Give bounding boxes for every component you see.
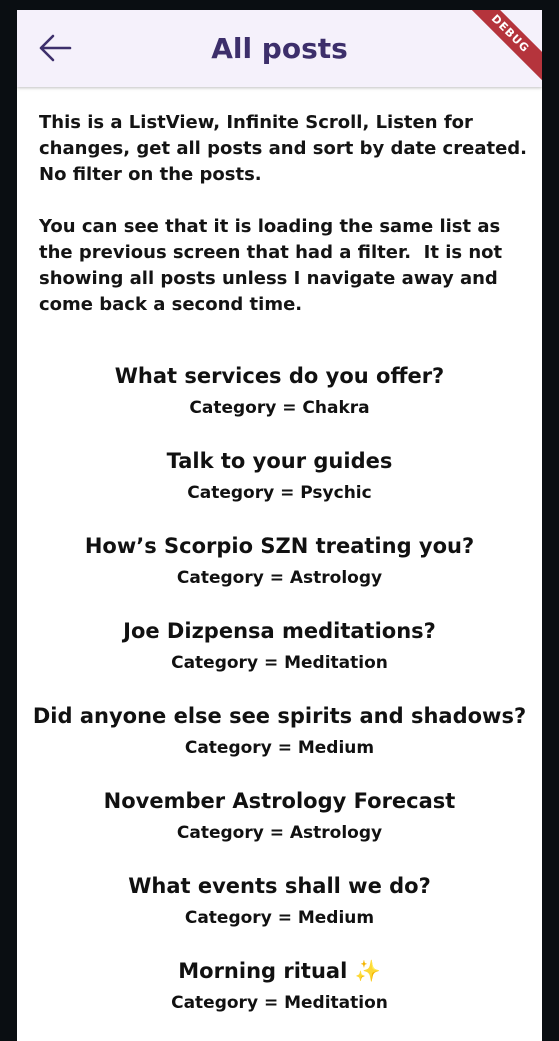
post-category: Category = Medium (184, 738, 375, 758)
page-title: All posts (211, 32, 348, 65)
post-category: Category = Meditation (171, 653, 388, 673)
post-title: Joe Dizpensa meditations? (123, 619, 436, 643)
list-item[interactable] (17, 957, 542, 1041)
post-category: Category = Astrology (176, 568, 383, 588)
list-item[interactable] (17, 872, 542, 957)
post-category: Category = Chakra (189, 398, 370, 418)
list-item[interactable] (17, 617, 542, 702)
post-title: November Astrology Forecast (103, 789, 456, 813)
arrow-left-icon (38, 33, 72, 63)
app-screen (17, 10, 542, 1041)
list-item[interactable] (17, 532, 542, 617)
list-item[interactable] (17, 702, 542, 787)
app-bar (17, 10, 542, 87)
list-item[interactable] (17, 447, 542, 532)
list-item[interactable] (17, 362, 542, 447)
post-title: What services do you offer? (114, 364, 445, 388)
post-category: Category = Medium (184, 908, 375, 928)
post-title: Did anyone else see spirits and shadows? (32, 704, 527, 728)
post-title: How’s Scorpio SZN treating you? (84, 534, 475, 558)
post-category: Category = Meditation (171, 993, 388, 1013)
debug-banner: DEBUG (461, 10, 542, 83)
post-category: Category = Astrology (176, 823, 383, 843)
post-title: Morning ritual ✨ (178, 959, 381, 983)
post-title: What events shall we do? (128, 874, 431, 898)
posts-list (17, 362, 542, 1041)
post-title: Talk to your guides (166, 449, 393, 473)
list-item[interactable] (17, 787, 542, 872)
description-text: This is a ListView, Infinite Scroll, Listen for changes, get all posts and sort by date created. No filter on the posts. You can see that it is loading the same list as the previous screen that had a filter. It is not showing all posts unless I navigate away and come back a second time. (39, 112, 527, 315)
post-category: Category = Psychic (187, 483, 372, 503)
back-button[interactable] (35, 28, 75, 68)
